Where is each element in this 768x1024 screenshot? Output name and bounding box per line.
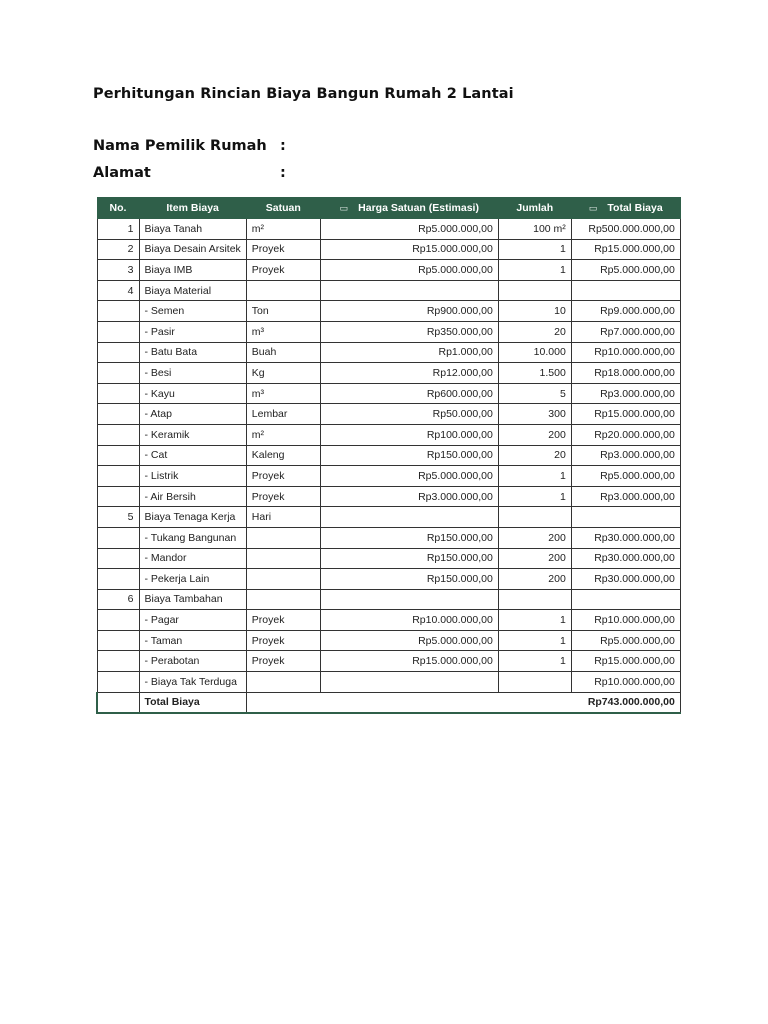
total-cell: Rp30.000.000,00 xyxy=(571,527,680,548)
header-price xyxy=(320,198,498,219)
qty-cell: 10.000 xyxy=(498,342,571,363)
unit-cell: m² xyxy=(246,424,320,445)
row-number xyxy=(97,321,139,342)
table-row xyxy=(97,651,680,672)
table-row xyxy=(97,321,680,342)
qty-cell: 200 xyxy=(498,548,571,569)
total-cell: Rp7.000.000,00 xyxy=(571,321,680,342)
total-cell: Rp5.000.000,00 xyxy=(571,466,680,487)
unit-cell: Proyek xyxy=(246,630,320,651)
document-title: Perhitungan Rincian Biaya Bangun Rumah 2 Lantai xyxy=(93,86,514,102)
unit-cell: Proyek xyxy=(246,466,320,487)
item-cell: Biaya Material xyxy=(139,280,246,301)
total-no-cell xyxy=(97,692,139,713)
item-cell: - Semen xyxy=(139,301,246,322)
total-cell: Rp30.000.000,00 xyxy=(571,569,680,590)
row-number xyxy=(97,466,139,487)
item-cell: - Biaya Tak Terduga xyxy=(139,672,246,693)
price-cell: Rp900.000,00 xyxy=(320,301,498,322)
item-cell: Biaya Tambahan xyxy=(139,589,246,610)
row-number xyxy=(97,527,139,548)
row-number xyxy=(97,569,139,590)
row-number xyxy=(97,445,139,466)
unit-cell: Kaleng xyxy=(246,445,320,466)
unit-cell: Proyek xyxy=(246,260,320,281)
qty-cell: 1 xyxy=(498,651,571,672)
unit-cell xyxy=(246,569,320,590)
qty-cell: 1.500 xyxy=(498,363,571,384)
price-cell: Rp15.000.000,00 xyxy=(320,651,498,672)
price-cell: Rp600.000,00 xyxy=(320,383,498,404)
price-cell: Rp5.000.000,00 xyxy=(320,219,498,240)
table-row xyxy=(97,507,680,528)
unit-cell: Lembar xyxy=(246,404,320,425)
header-item: Item Biaya xyxy=(139,198,246,219)
banknote-icon: ▭ xyxy=(588,203,598,213)
qty-cell: 1 xyxy=(498,486,571,507)
item-cell: - Batu Bata xyxy=(139,342,246,363)
price-cell xyxy=(320,280,498,301)
total-cell: Rp500.000.000,00 xyxy=(571,219,680,240)
total-cell xyxy=(571,280,680,301)
item-cell: - Listrik xyxy=(139,466,246,487)
table-row xyxy=(97,342,680,363)
row-number xyxy=(97,383,139,404)
header-price-label: Harga Satuan (Estimasi) xyxy=(358,202,479,214)
price-cell: Rp1.000,00 xyxy=(320,342,498,363)
header-total xyxy=(571,198,680,219)
item-cell: - Perabotan xyxy=(139,651,246,672)
total-cell: Rp15.000.000,00 xyxy=(571,404,680,425)
qty-cell xyxy=(498,672,571,693)
qty-cell: 100 m² xyxy=(498,219,571,240)
total-cell: Rp5.000.000,00 xyxy=(571,630,680,651)
row-number xyxy=(97,301,139,322)
address-colon: : xyxy=(280,165,286,181)
total-value: Rp743.000.000,00 xyxy=(246,692,680,713)
address-label: Alamat xyxy=(93,165,151,181)
table-row xyxy=(97,424,680,445)
price-cell: Rp100.000,00 xyxy=(320,424,498,445)
total-cell: Rp15.000.000,00 xyxy=(571,239,680,260)
price-cell xyxy=(320,507,498,528)
total-cell: Rp10.000.000,00 xyxy=(571,342,680,363)
table-row xyxy=(97,280,680,301)
row-number: 1 xyxy=(97,219,139,240)
unit-cell: Buah xyxy=(246,342,320,363)
unit-cell: m³ xyxy=(246,383,320,404)
item-cell: - Besi xyxy=(139,363,246,384)
total-cell: Rp3.000.000,00 xyxy=(571,383,680,404)
row-number xyxy=(97,486,139,507)
qty-cell: 1 xyxy=(498,239,571,260)
price-cell: Rp12.000,00 xyxy=(320,363,498,384)
qty-cell xyxy=(498,507,571,528)
address-field xyxy=(93,165,286,181)
total-cell: Rp15.000.000,00 xyxy=(571,651,680,672)
item-cell: - Tukang Bangunan xyxy=(139,527,246,548)
qty-cell: 200 xyxy=(498,569,571,590)
item-cell: - Pasir xyxy=(139,321,246,342)
item-cell: Biaya IMB xyxy=(139,260,246,281)
banknote-icon: ▭ xyxy=(339,203,349,213)
total-label: Total Biaya xyxy=(139,692,246,713)
total-cell xyxy=(571,589,680,610)
total-cell: Rp9.000.000,00 xyxy=(571,301,680,322)
row-number xyxy=(97,672,139,693)
price-cell: Rp10.000.000,00 xyxy=(320,610,498,631)
qty-cell: 300 xyxy=(498,404,571,425)
header-total-label: Total Biaya xyxy=(607,202,663,214)
table-row xyxy=(97,219,680,240)
table-row xyxy=(97,610,680,631)
table-row xyxy=(97,672,680,693)
owner-colon: : xyxy=(280,138,286,154)
item-cell: - Atap xyxy=(139,404,246,425)
price-cell: Rp5.000.000,00 xyxy=(320,630,498,651)
row-number xyxy=(97,342,139,363)
qty-cell: 20 xyxy=(498,321,571,342)
unit-cell xyxy=(246,589,320,610)
table-row xyxy=(97,630,680,651)
table-row xyxy=(97,363,680,384)
total-cell: Rp20.000.000,00 xyxy=(571,424,680,445)
item-cell: - Taman xyxy=(139,630,246,651)
qty-cell: 20 xyxy=(498,445,571,466)
unit-cell xyxy=(246,280,320,301)
total-cell: Rp3.000.000,00 xyxy=(571,486,680,507)
table-row xyxy=(97,486,680,507)
total-cell: Rp30.000.000,00 xyxy=(571,548,680,569)
unit-cell xyxy=(246,548,320,569)
item-cell: Biaya Tenaga Kerja xyxy=(139,507,246,528)
total-cell: Rp3.000.000,00 xyxy=(571,445,680,466)
qty-cell: 10 xyxy=(498,301,571,322)
qty-cell: 1 xyxy=(498,466,571,487)
header-qty: Jumlah xyxy=(498,198,571,219)
unit-cell: Proyek xyxy=(246,651,320,672)
unit-cell: Hari xyxy=(246,507,320,528)
header-unit: Satuan xyxy=(246,198,320,219)
row-number xyxy=(97,404,139,425)
total-cell: Rp5.000.000,00 xyxy=(571,260,680,281)
qty-cell: 200 xyxy=(498,527,571,548)
qty-cell xyxy=(498,589,571,610)
price-cell: Rp150.000,00 xyxy=(320,569,498,590)
header-no: No. xyxy=(97,198,139,219)
row-number: 2 xyxy=(97,239,139,260)
unit-cell: Proyek xyxy=(246,239,320,260)
item-cell: - Kayu xyxy=(139,383,246,404)
table-header-row xyxy=(97,198,680,219)
price-cell xyxy=(320,589,498,610)
row-number xyxy=(97,424,139,445)
table-row xyxy=(97,301,680,322)
qty-cell: 200 xyxy=(498,424,571,445)
row-number xyxy=(97,363,139,384)
total-cell: Rp10.000.000,00 xyxy=(571,672,680,693)
table-row xyxy=(97,589,680,610)
row-number: 6 xyxy=(97,589,139,610)
item-cell: - Air Bersih xyxy=(139,486,246,507)
row-number: 4 xyxy=(97,280,139,301)
item-cell: Biaya Desain Arsitek xyxy=(139,239,246,260)
table-row xyxy=(97,527,680,548)
unit-cell: m³ xyxy=(246,321,320,342)
table-row xyxy=(97,404,680,425)
total-cell: Rp18.000.000,00 xyxy=(571,363,680,384)
qty-cell: 5 xyxy=(498,383,571,404)
unit-cell: Ton xyxy=(246,301,320,322)
row-number xyxy=(97,630,139,651)
qty-cell: 1 xyxy=(498,260,571,281)
cost-table xyxy=(96,197,681,714)
table-row xyxy=(97,466,680,487)
item-cell: - Pagar xyxy=(139,610,246,631)
price-cell: Rp350.000,00 xyxy=(320,321,498,342)
total-cell: Rp10.000.000,00 xyxy=(571,610,680,631)
price-cell: Rp150.000,00 xyxy=(320,527,498,548)
row-number xyxy=(97,548,139,569)
item-cell: - Keramik xyxy=(139,424,246,445)
qty-cell: 1 xyxy=(498,630,571,651)
table-row xyxy=(97,260,680,281)
item-cell: - Cat xyxy=(139,445,246,466)
unit-cell xyxy=(246,527,320,548)
owner-field xyxy=(93,138,286,154)
price-cell: Rp5.000.000,00 xyxy=(320,466,498,487)
unit-cell xyxy=(246,672,320,693)
qty-cell xyxy=(498,280,571,301)
table-row xyxy=(97,383,680,404)
unit-cell: m² xyxy=(246,219,320,240)
price-cell: Rp3.000.000,00 xyxy=(320,486,498,507)
price-cell xyxy=(320,672,498,693)
price-cell: Rp5.000.000,00 xyxy=(320,260,498,281)
unit-cell: Proyek xyxy=(246,486,320,507)
row-number xyxy=(97,610,139,631)
row-number: 5 xyxy=(97,507,139,528)
table-row xyxy=(97,569,680,590)
price-cell: Rp150.000,00 xyxy=(320,445,498,466)
row-number: 3 xyxy=(97,260,139,281)
owner-label: Nama Pemilik Rumah xyxy=(93,138,267,154)
unit-cell: Proyek xyxy=(246,610,320,631)
price-cell: Rp15.000.000,00 xyxy=(320,239,498,260)
item-cell: Biaya Tanah xyxy=(139,219,246,240)
table-row xyxy=(97,445,680,466)
table-row xyxy=(97,548,680,569)
total-cell xyxy=(571,507,680,528)
table-row xyxy=(97,239,680,260)
row-number xyxy=(97,651,139,672)
total-row xyxy=(97,692,680,713)
price-cell: Rp50.000,00 xyxy=(320,404,498,425)
item-cell: - Mandor xyxy=(139,548,246,569)
unit-cell: Kg xyxy=(246,363,320,384)
price-cell: Rp150.000,00 xyxy=(320,548,498,569)
qty-cell: 1 xyxy=(498,610,571,631)
item-cell: - Pekerja Lain xyxy=(139,569,246,590)
